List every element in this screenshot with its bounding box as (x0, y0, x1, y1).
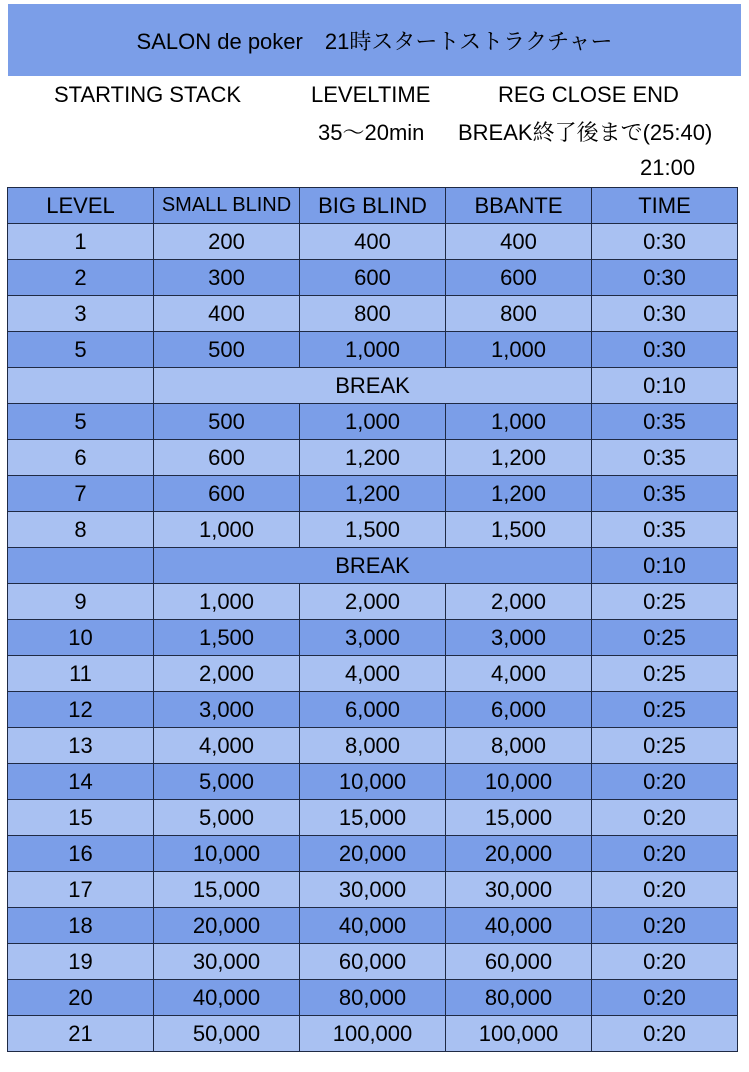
time-cell: 0:20 (592, 872, 738, 908)
table-row (8, 440, 738, 476)
bbante-cell: 400 (446, 224, 592, 260)
small-blind-cell: 30,000 (154, 944, 300, 980)
level-cell: 21 (8, 1016, 154, 1052)
time-cell: 0:30 (592, 260, 738, 296)
break-level-cell (8, 368, 154, 404)
small-blind-cell: 4,000 (154, 728, 300, 764)
big-blind-cell: 400 (300, 224, 446, 260)
table-row (8, 332, 738, 368)
header-big-blind: BIG BLIND (300, 188, 446, 224)
bbante-cell: 6,000 (446, 692, 592, 728)
blind-structure-table (7, 187, 738, 1052)
big-blind-cell: 10,000 (300, 764, 446, 800)
break-time: 0:10 (592, 548, 738, 584)
bbante-cell: 80,000 (446, 980, 592, 1016)
leveltime-label: LEVELTIME (311, 82, 431, 107)
time-cell: 0:25 (592, 620, 738, 656)
time-cell: 0:35 (592, 476, 738, 512)
break-label: BREAK (154, 368, 592, 404)
small-blind-cell: 15,000 (154, 872, 300, 908)
level-cell: 20 (8, 980, 154, 1016)
level-cell: 11 (8, 656, 154, 692)
level-cell: 5 (8, 332, 154, 368)
bbante-cell: 600 (446, 260, 592, 296)
table-row (8, 476, 738, 512)
bbante-cell: 10,000 (446, 764, 592, 800)
small-blind-cell: 40,000 (154, 980, 300, 1016)
level-cell: 14 (8, 764, 154, 800)
table-row (8, 296, 738, 332)
small-blind-cell: 1,500 (154, 620, 300, 656)
level-cell: 19 (8, 944, 154, 980)
time-cell: 0:30 (592, 296, 738, 332)
time-cell: 0:35 (592, 512, 738, 548)
small-blind-cell: 300 (154, 260, 300, 296)
time-cell: 0:20 (592, 944, 738, 980)
big-blind-cell: 1,200 (300, 440, 446, 476)
table-row (8, 1016, 738, 1052)
small-blind-cell: 2,000 (154, 656, 300, 692)
table-row (8, 584, 738, 620)
table-header-row (8, 188, 738, 224)
reg-close-value: BREAK終了後まで(25:40) (458, 120, 713, 145)
level-cell: 12 (8, 692, 154, 728)
small-blind-cell: 10,000 (154, 836, 300, 872)
page-title: SALON de poker 21時スタートストラクチャー (8, 4, 741, 76)
big-blind-cell: 20,000 (300, 836, 446, 872)
table-row (8, 764, 738, 800)
bbante-cell: 20,000 (446, 836, 592, 872)
level-cell: 8 (8, 512, 154, 548)
level-cell: 13 (8, 728, 154, 764)
time-cell: 0:25 (592, 584, 738, 620)
level-cell: 5 (8, 404, 154, 440)
bbante-cell: 800 (446, 296, 592, 332)
bbante-cell: 1,200 (446, 440, 592, 476)
reg-close-label: REG CLOSE END (498, 82, 679, 107)
time-cell: 0:35 (592, 440, 738, 476)
table-row (8, 836, 738, 872)
level-cell: 16 (8, 836, 154, 872)
table-body (8, 224, 738, 1052)
break-row (8, 548, 738, 584)
header-small-blind: SMALL BLIND (154, 188, 300, 224)
table-row (8, 980, 738, 1016)
header-time: TIME (592, 188, 738, 224)
bbante-cell: 60,000 (446, 944, 592, 980)
time-cell: 0:20 (592, 908, 738, 944)
level-cell: 6 (8, 440, 154, 476)
table-row (8, 512, 738, 548)
table-row (8, 872, 738, 908)
big-blind-cell: 60,000 (300, 944, 446, 980)
small-blind-cell: 600 (154, 476, 300, 512)
small-blind-cell: 20,000 (154, 908, 300, 944)
big-blind-cell: 2,000 (300, 584, 446, 620)
big-blind-cell: 1,500 (300, 512, 446, 548)
bbante-cell: 8,000 (446, 728, 592, 764)
big-blind-cell: 800 (300, 296, 446, 332)
small-blind-cell: 5,000 (154, 800, 300, 836)
level-cell: 9 (8, 584, 154, 620)
header-level: LEVEL (8, 188, 154, 224)
break-level-cell (8, 548, 154, 584)
table-row (8, 260, 738, 296)
big-blind-cell: 1,000 (300, 404, 446, 440)
header-bbante: BBANTE (446, 188, 592, 224)
big-blind-cell: 4,000 (300, 656, 446, 692)
small-blind-cell: 1,000 (154, 512, 300, 548)
starting-stack-label: STARTING STACK (54, 82, 242, 107)
bbante-cell: 30,000 (446, 872, 592, 908)
start-time: 21:00 (640, 155, 696, 180)
bbante-cell: 15,000 (446, 800, 592, 836)
table-row (8, 692, 738, 728)
bbante-cell: 1,000 (446, 332, 592, 368)
break-row (8, 368, 738, 404)
table-row (8, 224, 738, 260)
big-blind-cell: 1,000 (300, 332, 446, 368)
level-cell: 15 (8, 800, 154, 836)
leveltime-value: 35～20min (318, 120, 425, 145)
small-blind-cell: 50,000 (154, 1016, 300, 1052)
bbante-cell: 1,500 (446, 512, 592, 548)
bbante-cell: 4,000 (446, 656, 592, 692)
bbante-cell: 1,000 (446, 404, 592, 440)
time-cell: 0:25 (592, 656, 738, 692)
big-blind-cell: 6,000 (300, 692, 446, 728)
time-cell: 0:25 (592, 692, 738, 728)
table-row (8, 800, 738, 836)
level-cell: 18 (8, 908, 154, 944)
bbante-cell: 100,000 (446, 1016, 592, 1052)
time-cell: 0:30 (592, 332, 738, 368)
time-cell: 0:20 (592, 980, 738, 1016)
big-blind-cell: 8,000 (300, 728, 446, 764)
bbante-cell: 3,000 (446, 620, 592, 656)
small-blind-cell: 1,000 (154, 584, 300, 620)
time-cell: 0:20 (592, 764, 738, 800)
level-cell: 10 (8, 620, 154, 656)
bbante-cell: 1,200 (446, 476, 592, 512)
time-cell: 0:20 (592, 1016, 738, 1052)
big-blind-cell: 15,000 (300, 800, 446, 836)
level-cell: 7 (8, 476, 154, 512)
bbante-cell: 40,000 (446, 908, 592, 944)
break-time: 0:10 (592, 368, 738, 404)
table-row (8, 908, 738, 944)
time-cell: 0:25 (592, 728, 738, 764)
time-cell: 0:20 (592, 800, 738, 836)
small-blind-cell: 500 (154, 332, 300, 368)
big-blind-cell: 80,000 (300, 980, 446, 1016)
big-blind-cell: 30,000 (300, 872, 446, 908)
level-cell: 17 (8, 872, 154, 908)
table-row (8, 728, 738, 764)
table-row (8, 944, 738, 980)
small-blind-cell: 200 (154, 224, 300, 260)
table-row (8, 404, 738, 440)
break-label: BREAK (154, 548, 592, 584)
table-row (8, 620, 738, 656)
time-cell: 0:35 (592, 404, 738, 440)
big-blind-cell: 100,000 (300, 1016, 446, 1052)
table-row (8, 656, 738, 692)
big-blind-cell: 3,000 (300, 620, 446, 656)
small-blind-cell: 600 (154, 440, 300, 476)
level-cell: 3 (8, 296, 154, 332)
small-blind-cell: 400 (154, 296, 300, 332)
time-cell: 0:30 (592, 224, 738, 260)
small-blind-cell: 3,000 (154, 692, 300, 728)
small-blind-cell: 500 (154, 404, 300, 440)
level-cell: 1 (8, 224, 154, 260)
time-cell: 0:20 (592, 836, 738, 872)
small-blind-cell: 5,000 (154, 764, 300, 800)
level-cell: 2 (8, 260, 154, 296)
big-blind-cell: 600 (300, 260, 446, 296)
big-blind-cell: 1,200 (300, 476, 446, 512)
big-blind-cell: 40,000 (300, 908, 446, 944)
bbante-cell: 2,000 (446, 584, 592, 620)
